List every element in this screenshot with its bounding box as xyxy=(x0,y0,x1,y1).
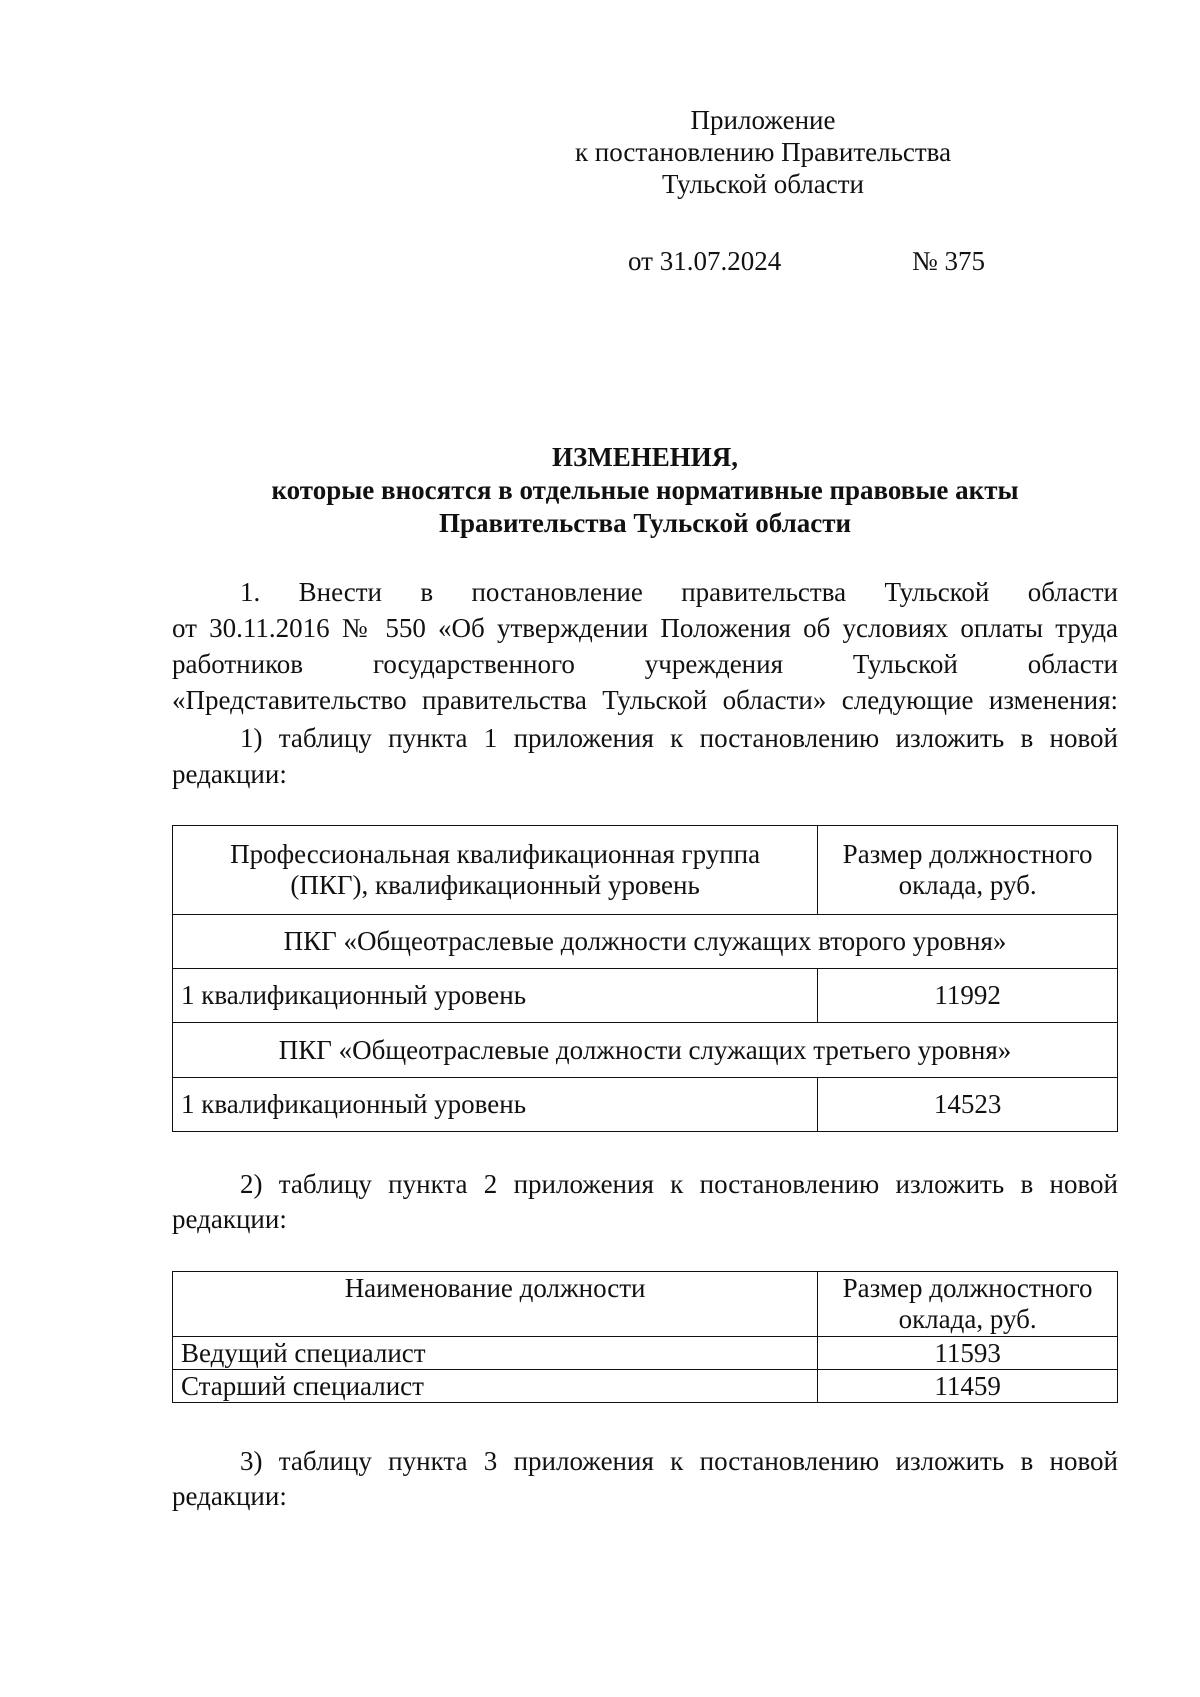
table-header-cell: Наименование должности xyxy=(173,1272,818,1337)
item1-line2: редакции: xyxy=(172,759,287,789)
level-cell: 1 квалификационный уровень xyxy=(173,1078,818,1132)
document-date: от 31.07.2024 xyxy=(628,246,782,276)
level-cell: 1 квалификационный уровень xyxy=(173,969,818,1023)
header-col2-line2: оклада, руб. xyxy=(898,870,1037,900)
table-header-row xyxy=(173,826,1118,915)
salary-table-1 xyxy=(172,825,1118,1132)
salary-cell: 11459 xyxy=(818,1370,1118,1403)
table-header-cell xyxy=(818,826,1118,915)
table-header-row xyxy=(173,1272,1118,1337)
para1-line4: «Представительство правительства Тульской области» следующие изменения: xyxy=(172,685,1118,715)
document-title: ИЗМЕНЕНИЯ, xyxy=(551,442,738,472)
table-row xyxy=(173,969,1118,1023)
table-row xyxy=(173,1337,1118,1370)
document-number: № 375 xyxy=(912,246,986,276)
salary-cell: 14523 xyxy=(818,1078,1118,1132)
item2-line2: редакции: xyxy=(172,1204,287,1234)
header-col2-line1: Размер должностного xyxy=(842,1273,1093,1303)
table-group-row xyxy=(173,1023,1118,1078)
header-col1-line1: Профессиональная квалификационная группа xyxy=(230,839,761,869)
appendix-label: Приложение xyxy=(690,105,836,135)
para1-line3: работников государственного учреждения Тульской области xyxy=(172,649,1118,679)
item3-line2: редакции: xyxy=(172,1481,287,1511)
table-row xyxy=(173,1370,1118,1403)
group-cell: ПКГ «Общеотраслевые должности служащих третьего уровня» xyxy=(173,1023,1118,1078)
item2-line1: 2) таблицу пункта 2 приложения к постановлению изложить в новой xyxy=(240,1169,1118,1199)
table-row xyxy=(173,1078,1118,1132)
salary-table-2 xyxy=(172,1271,1118,1403)
table-header-cell xyxy=(173,826,818,915)
group-cell: ПКГ «Общеотраслевые должности служащих второго уровня» xyxy=(173,915,1118,969)
para1-line1: 1. Внести в постановление правительства Тульской области xyxy=(240,577,1118,607)
document-subtitle: которые вносятся в отдельные нормативные правовые акты xyxy=(271,475,1019,505)
item1-line1: 1) таблицу пункта 1 приложения к постановлению изложить в новой xyxy=(240,723,1118,753)
appendix-ref: к постановлению Правительства xyxy=(574,137,952,167)
header-col1-line2: (ПКГ), квалификационный уровень xyxy=(290,870,700,900)
item3-line1: 3) таблицу пункта 3 приложения к постановлению изложить в новой xyxy=(240,1446,1118,1476)
position-cell: Старший специалист xyxy=(173,1370,818,1403)
table-header-cell xyxy=(818,1272,1118,1337)
salary-cell: 11992 xyxy=(818,969,1118,1023)
position-cell: Ведущий специалист xyxy=(173,1337,818,1370)
salary-cell: 11593 xyxy=(818,1337,1118,1370)
para1-line2: от 30.11.2016 № 550 «Об утверждении Положения об условиях оплаты труда xyxy=(172,613,1118,643)
header-col2-line1: Размер должностного xyxy=(842,839,1093,869)
table-group-row xyxy=(173,915,1118,969)
appendix-region: Тульской области xyxy=(662,169,864,199)
document-subtitle-line2: Правительства Тульской области xyxy=(438,508,852,538)
header-col2-line2: оклада, руб. xyxy=(898,1304,1037,1334)
